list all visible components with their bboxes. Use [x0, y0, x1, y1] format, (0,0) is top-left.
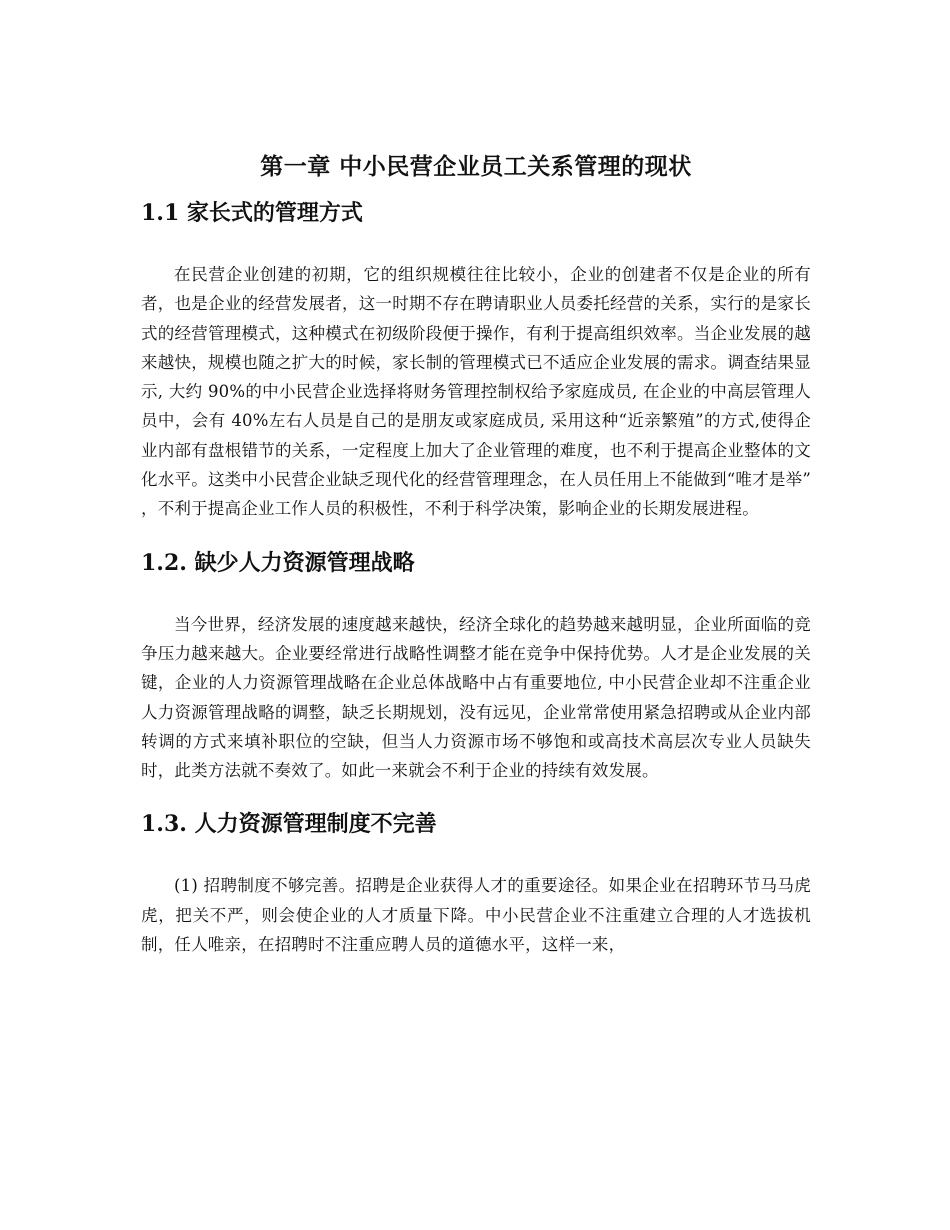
- section-heading-1-3: 1.3. 人力资源管理制度不完善: [141, 811, 437, 838]
- section-heading-1-1: 1.1 家长式的管理方式: [141, 200, 363, 226]
- section-paragraph-1-1: 在民营企业创建的初期，它的组织规模往往比较小，企业的创建者不仅是企业的所有者，也是企业的经营发展者，这一时期不存在聘请职业人员委托经营的关系，实行的是家长式的经营管理模式，这种模式在初级阶段便于操作，有利于提高组织效率。当企业发展的越来越快，规模也随之扩大的时候，家长制的管理模式已不适应企业发展的需求。调查结果显示, 大约 90%的中小民营企业选择将财务管理控制权给予家庭成员, 在企业的中高层管理人员中，会有 40%左右人员是自己的是朋友或家庭成员, 采用这种“近亲繁殖”的方式,使得企业内部有盘根错节的关系，一定程度上加大了企业管理的难度，也不利于提高企业整体的文化水平。这类中小民营企业缺乏现代化的经营管理理念，在人员任用上不能做到“唯才是举” ，不利于提高企业工作人员的积极性，不利于科学决策，影响企业的长期发展进程。: [141, 265, 811, 519]
- section-paragraph-1-2: 当今世界，经济发展的速度越来越快，经济全球化的趋势越来越明显，企业所面临的竞争压力越来越大。企业要经常进行战略性调整才能在竞争中保持优势。人才是企业发展的关键，企业的人力资源管理战略在企业总体战略中占有重要地位, 中小民营企业却不注重企业人力资源管理战略的调整，缺乏长期规划，没有远见，企业常常使用紧急招聘或从企业内部转调的方式来填补职位的空缺，但当人力资源市场不够饱和或高技术高层次专业人员缺失时，此类方法就不奏效了。如此一来就会不利于企业的持续有效发展。: [141, 614, 811, 781]
- section-paragraph-1-3: (1) 招聘制度不够完善。招聘是企业获得人才的重要途径。如果企业在招聘环节马马虎虎，把关不严，则会使企业的人才质量下降。中小民营企业不注重建立合理的人才选拔机制，任人唯亲，在招聘时不注重应聘人员的道德水平，这样一来，: [141, 876, 811, 955]
- document-body: [141, 150, 811, 959]
- section-heading-1-2: 1.2. 缺少人力资源管理战略: [141, 549, 415, 576]
- chapter-title: 第一章 中小民营企业员工关系管理的现状: [260, 153, 692, 180]
